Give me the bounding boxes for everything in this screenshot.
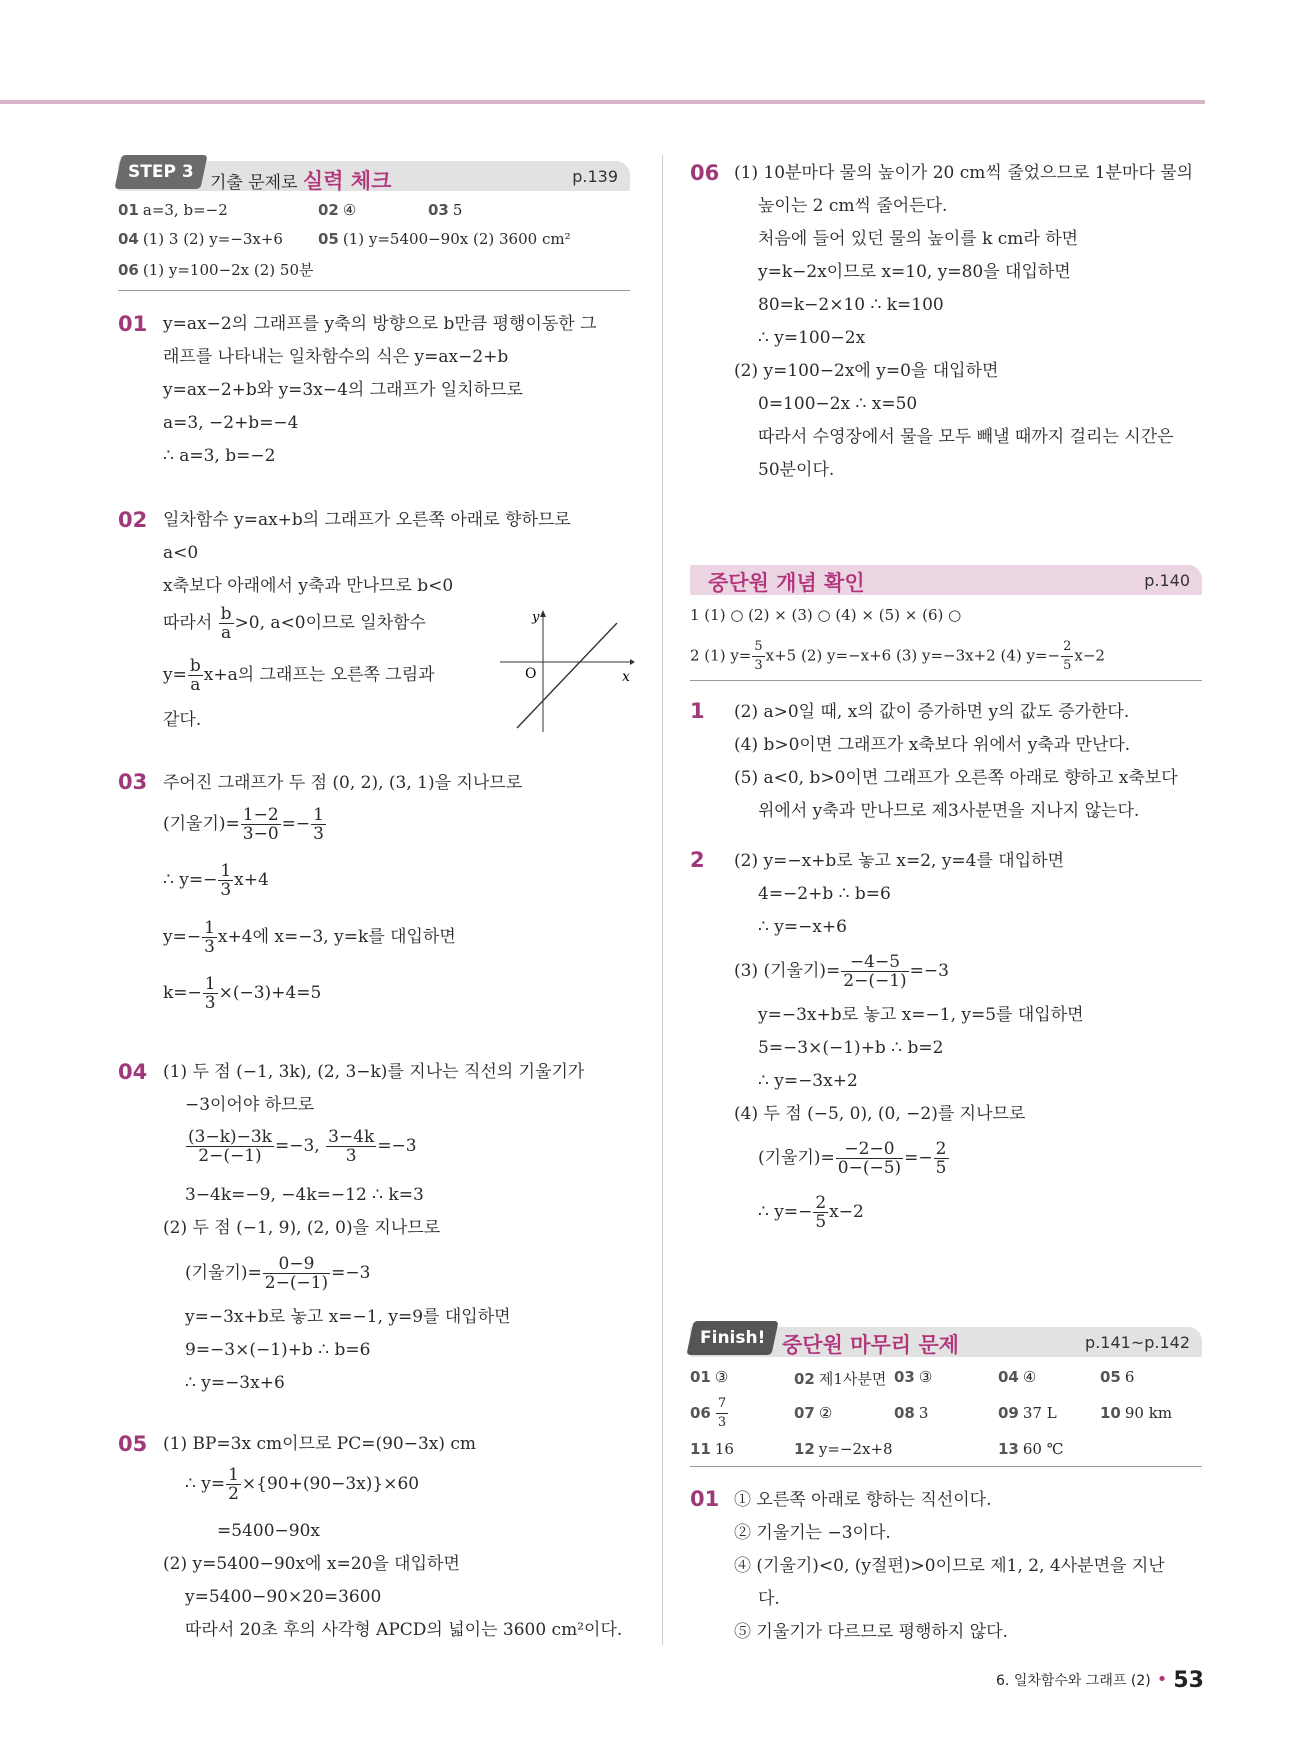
finish-rule bbox=[690, 1466, 1202, 1467]
finish-badge: Finish! bbox=[686, 1321, 779, 1355]
step3-header bbox=[118, 161, 630, 191]
solution-line: ∴ y= $\frac{1}{2}$ ×{90+(90−3x)}×60 bbox=[185, 1465, 420, 1504]
finish-title: 중단원 마무리 문제 bbox=[782, 1333, 959, 1357]
answer-06: 06 (1) y=100−2x (2) 50분 bbox=[118, 261, 314, 279]
solution-line: (기울기)= $\frac{-2-0}{0-(-5)}$ =− $\frac{2}{5}$ bbox=[758, 1139, 947, 1178]
problem-number: 2 bbox=[690, 848, 705, 872]
solution-line: 9=−3×(−1)+b ∴ b=6 bbox=[185, 1340, 371, 1360]
concept-answer-1: 1 (1) ○ (2) × (3) ○ (4) × (5) × (6) ○ bbox=[690, 606, 962, 624]
finish-answer-06: 06 $\frac{7}{3}$ bbox=[690, 1396, 727, 1430]
solution-line: −3이어야 하므로 bbox=[185, 1095, 314, 1115]
problem-number: 1 bbox=[690, 699, 705, 723]
solution-line: (기울기)= $\frac{0-9}{2-(-1)}$ =−3 bbox=[185, 1254, 371, 1293]
page-footer bbox=[996, 1668, 1204, 1693]
fraction: $\frac{0-9}{2-(-1)}$ bbox=[264, 1254, 329, 1293]
solution-line: ∴ y=− $\frac{1}{3}$ x+4 bbox=[163, 861, 269, 900]
solution-line: 같다. bbox=[163, 710, 202, 730]
solution-line: y=− $\frac{1}{3}$ x+4에 x=−3, y=k를 대입하면 bbox=[163, 918, 456, 957]
answer-02: 02 ④ bbox=[318, 201, 357, 219]
solution-line: 4=−2+b ∴ b=6 bbox=[758, 884, 891, 904]
fraction: $\frac{2}{5}$ bbox=[815, 1193, 827, 1232]
solution-line: ⑤ 기울기가 다르므로 평행하지 않다. bbox=[734, 1622, 1008, 1642]
finish-answer-12: 12 y=−2x+8 bbox=[794, 1440, 893, 1458]
fraction: $\frac{2}{5}$ bbox=[1063, 639, 1072, 673]
solution-line: 일차함수 y=ax+b의 그래프가 오른쪽 아래로 향하므로 bbox=[163, 510, 571, 530]
solution-line: =5400−90x bbox=[217, 1521, 320, 1541]
fraction: $\frac{(3-k)-3k}{2-(-1)}$ bbox=[188, 1127, 272, 1166]
finish-answer-10: 10 90 km bbox=[1100, 1404, 1173, 1422]
problem-number: 06 bbox=[690, 161, 720, 185]
answer-rule bbox=[118, 290, 630, 291]
top-rule bbox=[0, 100, 1205, 104]
fraction: $\frac{1}{3}$ bbox=[313, 805, 324, 844]
solution-line: a=3, −2+b=−4 bbox=[163, 413, 299, 433]
solution-line: (1) BP=3x cm이므로 PC=(90−3x) cm bbox=[163, 1434, 477, 1454]
solution-line: 래프를 나타내는 일차함수의 식은 y=ax−2+b bbox=[163, 347, 509, 367]
solution-line: ∴ a=3, b=−2 bbox=[163, 446, 276, 466]
fraction: $\frac{1}{3}$ bbox=[220, 861, 232, 900]
solution-line: ∴ y=100−2x bbox=[758, 328, 866, 348]
problem-number: 04 bbox=[118, 1060, 148, 1084]
solution-line: 50분이다. bbox=[758, 460, 835, 480]
fraction: $\frac{-2-0}{0-(-5)}$ bbox=[837, 1139, 902, 1178]
fraction: $\frac{b}{a}$ bbox=[189, 656, 201, 695]
line-graph-figure bbox=[500, 610, 635, 735]
step3-title: 기출 문제로 실력 체크 bbox=[210, 169, 392, 193]
finish-answer-08: 08 3 bbox=[894, 1404, 929, 1422]
solution-line: y=−3x+b로 놓고 x=−1, y=9를 대입하면 bbox=[185, 1307, 511, 1327]
finish-page-ref: p.141~p.142 bbox=[1085, 1333, 1190, 1352]
fraction: $\frac{b}{a}$ bbox=[220, 604, 232, 643]
solution-line: a<0 bbox=[163, 543, 199, 563]
solution-line: 따라서 수영장에서 물을 모두 빼낼 때까지 걸리는 시간은 bbox=[758, 427, 1174, 447]
finish-answer-07: 07 ② bbox=[794, 1404, 833, 1422]
solution-line: y=−3x+b로 놓고 x=−1, y=5를 대입하면 bbox=[758, 1005, 1084, 1025]
problem-number: 03 bbox=[118, 770, 148, 794]
finish-answer-02: 02 제1사분면 bbox=[794, 1370, 887, 1388]
fraction: $\frac{1}{2}$ bbox=[228, 1465, 239, 1504]
step3-badge: STEP 3 bbox=[114, 155, 207, 189]
solution-line: 높이는 2 cm씩 줄어든다. bbox=[758, 196, 948, 216]
finish-answer-11: 11 16 bbox=[690, 1440, 734, 1458]
answer-05: 05 (1) y=5400−90x (2) 3600 cm² bbox=[318, 230, 571, 248]
fraction: $\frac{1}{3}$ bbox=[204, 974, 216, 1013]
solution-line: ∴ y=−3x+2 bbox=[758, 1071, 858, 1091]
solution-line: 처음에 들어 있던 물의 높이를 k cm라 하면 bbox=[758, 229, 1079, 249]
solution-line: k=− $\frac{1}{3}$ ×(−3)+4=5 bbox=[163, 974, 322, 1013]
solution-line: 따라서 20초 후의 사각형 APCD의 넓이는 3600 cm²이다. bbox=[185, 1620, 623, 1640]
answer-04: 04 (1) 3 (2) y=−3x+6 bbox=[118, 230, 283, 248]
solution-line: (2) y=−x+b로 놓고 x=2, y=4를 대입하면 bbox=[734, 851, 1064, 871]
column-divider bbox=[662, 155, 663, 1645]
solution-line: (1) 10분마다 물의 높이가 20 cm씩 줄었으므로 1분마다 물의 bbox=[734, 163, 1194, 183]
solution-line: y=5400−90×20=3600 bbox=[185, 1587, 382, 1607]
solution-line: (1) 두 점 (−1, 3k), (2, 3−k)를 지나는 직선의 기울기가 bbox=[163, 1062, 585, 1082]
solution-line: ① 오른쪽 아래로 향하는 직선이다. bbox=[734, 1490, 992, 1510]
solution-line: 주어진 그래프가 두 점 (0, 2), (3, 1)을 지나므로 bbox=[163, 773, 523, 793]
solution-line: ④ (기울기)<0, (y절편)>0이므로 제1, 2, 4사분면을 지난 bbox=[734, 1556, 1165, 1576]
origin-label: O bbox=[525, 666, 537, 682]
finish-answer-09: 09 37 L bbox=[998, 1404, 1057, 1422]
fraction: $\frac{1-2}{3-0}$ bbox=[242, 805, 279, 844]
fraction: $\frac{2}{5}$ bbox=[935, 1139, 947, 1178]
solution-line: 위에서 y축과 만나므로 제3사분면을 지나지 않는다. bbox=[758, 801, 1140, 821]
finish-answer-05: 05 6 bbox=[1100, 1368, 1135, 1386]
step3-page-ref: p.139 bbox=[572, 167, 618, 186]
solution-line: (2) 두 점 (−1, 9), (2, 0)을 지나므로 bbox=[163, 1218, 441, 1238]
finish-answer-03: 03 ③ bbox=[894, 1368, 933, 1386]
x-axis-label: x bbox=[622, 669, 630, 685]
solution-line: ∴ y=−3x+6 bbox=[185, 1373, 285, 1393]
fraction: $\frac{-4-5}{2-(-1)}$ bbox=[843, 952, 907, 991]
solution-line: 5=−3×(−1)+b ∴ b=2 bbox=[758, 1038, 944, 1058]
y-axis-label: y bbox=[532, 610, 540, 625]
solution-line: ∴ y=− $\frac{2}{5}$ x−2 bbox=[758, 1193, 864, 1232]
bullet-icon: • bbox=[1156, 1669, 1168, 1690]
answer-01: 01 a=3, b=−2 bbox=[118, 201, 228, 219]
concept-answer-2: 2 (1) y= $\frac{5}{3}$ x+5 (2) y=−x+6 (3) y=−3x+2 (4) y=− $\frac{2}{5}$ x−2 bbox=[690, 639, 1105, 673]
solution-line: (3) (기울기)= $\frac{-4-5}{2-(-1)}$ =−3 bbox=[734, 952, 949, 991]
solution-line: y=ax−2+b와 y=3x−4의 그래프가 일치하므로 bbox=[163, 380, 523, 400]
concept-page-ref: p.140 bbox=[1144, 571, 1190, 590]
solution-line: (4) b>0이면 그래프가 x축보다 위에서 y축과 만난다. bbox=[734, 735, 1131, 755]
solution-line: ② 기울기는 −3이다. bbox=[734, 1523, 891, 1543]
solution-line: 80=k−2×10 ∴ k=100 bbox=[758, 295, 944, 315]
concept-title: 중단원 개념 확인 bbox=[708, 571, 865, 595]
finish-answer-04: 04 ④ bbox=[998, 1368, 1037, 1386]
fraction: $\frac{5}{3}$ bbox=[754, 639, 763, 673]
concept-rule bbox=[690, 680, 1202, 681]
problem-number: 05 bbox=[118, 1432, 148, 1456]
solution-line: (2) a>0일 때, x의 값이 증가하면 y의 값도 증가한다. bbox=[734, 702, 1130, 722]
solution-line: y= $\frac{b}{a}$ x+a의 그래프는 오른쪽 그림과 bbox=[163, 656, 435, 695]
problem-number: 01 bbox=[118, 312, 148, 336]
problem-number: 02 bbox=[118, 508, 148, 532]
finish-header bbox=[690, 1327, 1202, 1357]
finish-answer-01: 01 ③ bbox=[690, 1368, 729, 1386]
solution-line: 3−4k=−9, −4k=−12 ∴ k=3 bbox=[185, 1185, 424, 1205]
page-number: 53 bbox=[1173, 1668, 1204, 1693]
solution-line: 0=100−2x ∴ x=50 bbox=[758, 394, 918, 414]
solution-line: (기울기)= $\frac{1-2}{3-0}$ =− $\frac{1}{3}$ bbox=[163, 805, 324, 844]
solution-line: ∴ y=−x+6 bbox=[758, 917, 847, 937]
fraction: $\frac{3-4k}{3}$ bbox=[328, 1127, 375, 1166]
solution-line: 다. bbox=[758, 1589, 780, 1609]
solution-line: y=ax−2의 그래프를 y축의 방향으로 b만큼 평행이동한 그 bbox=[163, 314, 597, 334]
problem-number: 01 bbox=[690, 1487, 720, 1511]
finish-answer-13: 13 60 ℃ bbox=[998, 1440, 1064, 1458]
solution-line: (4) 두 점 (−5, 0), (0, −2)를 지나므로 bbox=[734, 1104, 1026, 1124]
solution-line: (2) y=100−2x에 y=0을 대입하면 bbox=[734, 361, 999, 381]
solution-line: (2) y=5400−90x에 x=20을 대입하면 bbox=[163, 1554, 460, 1574]
answer-03: 03 5 bbox=[428, 201, 463, 219]
fraction: $\frac{7}{3}$ bbox=[717, 1396, 727, 1430]
solution-line: $\frac{(3-k)-3k}{2-(-1)}$ =−3, $\frac{3-4k}{3}$ =−3 bbox=[188, 1127, 417, 1166]
solution-line: 따라서 $\frac{b}{a}$ >0, a<0이므로 일차함수 bbox=[163, 604, 426, 643]
solution-line: x축보다 아래에서 y축과 만나므로 b<0 bbox=[163, 576, 454, 596]
fraction: $\frac{1}{3}$ bbox=[204, 918, 215, 957]
concept-check-header bbox=[690, 565, 1202, 595]
solution-line: (5) a<0, b>0이면 그래프가 오른쪽 아래로 향하고 x축보다 bbox=[734, 768, 1178, 788]
solution-line: y=k−2x이므로 x=10, y=80을 대입하면 bbox=[758, 262, 1071, 282]
chapter-title: 6. 일차함수와 그래프 (2) bbox=[996, 1673, 1151, 1689]
